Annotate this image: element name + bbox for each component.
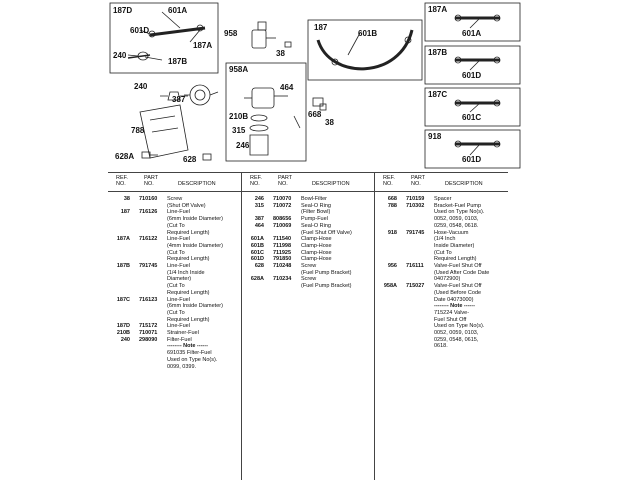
description-line: Screw [167, 196, 183, 202]
description-line: 0259, 0548, 0618. [434, 222, 479, 229]
part-number: 808656 [273, 216, 292, 223]
description-line: Clamp-Hose [301, 242, 332, 249]
description-line: Bracket-Fuel Pump [434, 202, 482, 209]
description-line: 0259, 0548, 0615, [434, 336, 479, 343]
table-column-1 [110, 172, 243, 480]
description-line: 0618. [434, 343, 448, 350]
part-description [434, 196, 510, 203]
description-line: -------- Note ------ [167, 343, 208, 350]
part-number: 710248 [273, 263, 292, 270]
part-description [167, 263, 243, 297]
part-number: 710069 [273, 222, 292, 229]
ref-number: 464 [254, 222, 264, 229]
description-line: Valve-Fuel Shut Off [434, 283, 482, 290]
part-description [167, 350, 243, 370]
table-row [244, 223, 377, 236]
description-line: (4mm Inside Diameter) [167, 242, 223, 249]
part-description [167, 196, 243, 209]
ref-number: 918 [387, 229, 397, 236]
table-row [110, 330, 243, 337]
ref-label: 601A [168, 6, 188, 15]
ref-number: 187A [116, 236, 130, 243]
part-description [301, 223, 377, 236]
table-row [110, 343, 243, 350]
ref-label: 38 [325, 118, 334, 127]
ref-number: 956 [387, 263, 397, 270]
table-row [110, 209, 243, 236]
description-line: Screw [301, 263, 317, 270]
table-header [377, 174, 510, 191]
description-line: (Cut To [167, 222, 185, 229]
description-line: Used on Type No(s). [434, 323, 485, 330]
description-line: Required Length) [167, 229, 210, 236]
description-line: (6mm Inside Diameter) [167, 303, 223, 310]
part-number: 791745 [139, 263, 158, 270]
description-line: Line-Fuel [167, 296, 190, 303]
table-header [110, 174, 243, 191]
bracket-788 [140, 105, 188, 158]
part-description [301, 256, 377, 263]
table-row [244, 216, 377, 223]
description-line: (Cut To [167, 249, 185, 256]
ref-label: 187B [168, 57, 188, 66]
part-description [434, 310, 510, 350]
table-header [244, 174, 377, 191]
part-description [167, 337, 243, 344]
table-row [377, 310, 510, 350]
part-number: 716126 [139, 209, 158, 216]
part-description [167, 209, 243, 236]
table-row [377, 263, 510, 283]
part-number: 711925 [273, 249, 292, 256]
part-description [301, 236, 377, 243]
description-line: Line-Fuel [167, 263, 190, 270]
description-line: Required Length) [167, 289, 210, 296]
description-line: Filter-Fuel [167, 336, 192, 343]
description-line: (Used Before Code [434, 289, 482, 296]
ref-number: 601C [250, 249, 264, 256]
ref-number: 601B [250, 242, 264, 249]
ref-number: 788 [387, 202, 397, 209]
ref-label: 187A [428, 5, 448, 14]
ref-label: 464 [280, 83, 294, 92]
header-part: PART NO. [144, 175, 159, 187]
ref-label: 628A [115, 152, 135, 161]
description-line: (Fuel Pump Bracket) [301, 283, 352, 290]
description-line: Clamp-Hose [301, 256, 332, 263]
ref-number: 601A [250, 236, 264, 243]
header-ref: REF. NO. [250, 175, 262, 187]
ref-label: 240 [113, 51, 127, 60]
description-line: 0052, 0059, 0103, [434, 330, 479, 337]
description-line: Date 04073000) [434, 296, 474, 303]
description-line: Used on Type No(s). [434, 209, 485, 216]
table-row [377, 203, 510, 230]
ref-number: 187 [120, 209, 130, 216]
table-row [244, 243, 377, 250]
ref-label: 918 [428, 132, 442, 141]
header-description: DESCRIPTION [178, 181, 216, 187]
table-row [110, 323, 243, 330]
ref-number: 628 [254, 263, 264, 270]
table-row [110, 297, 243, 324]
table-row [244, 276, 377, 289]
part-number: 298090 [139, 336, 158, 343]
parts-table [108, 172, 508, 480]
ref-label: 315 [232, 126, 246, 135]
ref-label: 601D [130, 26, 150, 35]
description-line: (Used After Code Date [434, 269, 490, 276]
ref-label: 246 [236, 141, 250, 150]
table-rows [244, 196, 377, 290]
table-row [110, 236, 243, 263]
header-ref: REF. NO. [116, 175, 128, 187]
table-column-2 [244, 172, 377, 480]
ref-label: 601A [462, 29, 482, 38]
description-line: 691035 Filter-Fuel [167, 350, 212, 357]
table-row [244, 250, 377, 257]
description-line: (Filter Bowl) [301, 209, 331, 216]
part-number: 791745 [406, 229, 425, 236]
part-number: 710072 [273, 202, 292, 209]
ref-number: 668 [387, 196, 397, 202]
ref-label: 187A [193, 41, 213, 50]
part-number: 711998 [273, 242, 292, 249]
description-line: (1/4 Inch Inside [167, 269, 205, 276]
description-line: Required Length) [434, 256, 477, 263]
part-description [434, 263, 510, 283]
part-description [167, 236, 243, 263]
part-description [434, 283, 510, 303]
part-description [434, 230, 510, 264]
ref-label: 187 [314, 23, 328, 32]
table-rows [110, 196, 243, 370]
part-description [167, 330, 243, 337]
description-line: (1/4 Inch [434, 236, 456, 243]
description-line: Used on Type No(s). [167, 356, 218, 363]
ref-label: 628 [183, 155, 197, 164]
ref-label: 187D [113, 6, 133, 15]
part-number: 791850 [273, 256, 292, 263]
part-number: 711540 [273, 236, 292, 243]
description-line: 0099, 0399. [167, 363, 197, 370]
part-description [434, 303, 510, 310]
description-line: Hose-Vacuum [434, 229, 469, 236]
ref-number: 246 [254, 196, 264, 202]
description-line: Strainer-Fuel [167, 330, 199, 337]
table-row [110, 263, 243, 297]
description-line: Line-Fuel [167, 236, 190, 243]
part-number: 710234 [273, 276, 292, 283]
description-line: Spacer [434, 196, 452, 202]
description-line: Seal-O Ring [301, 202, 331, 209]
ref-label: 38 [276, 49, 285, 58]
part-number: 715027 [406, 283, 425, 290]
table-row [110, 196, 243, 209]
table-row [244, 203, 377, 216]
part-description [167, 343, 243, 350]
table-rows [377, 196, 510, 350]
description-line: (6mm Inside Diameter) [167, 216, 223, 223]
part-description [301, 263, 377, 276]
part-number: 710071 [139, 330, 158, 337]
table-row [377, 230, 510, 264]
part-description [301, 196, 377, 203]
header-part: PART NO. [278, 175, 293, 187]
table-row [377, 283, 510, 303]
ref-label: 958A [229, 65, 249, 74]
table-row [244, 263, 377, 276]
description-line: Screw [301, 276, 317, 283]
ref-label: 387 [172, 95, 186, 104]
description-line: Valve-Fuel Shut Off [434, 263, 482, 270]
valve-958a-body [252, 88, 274, 108]
description-line: (Cut To [167, 283, 185, 290]
bowl-246 [250, 135, 268, 155]
description-line: (Fuel Pump Bracket) [301, 269, 352, 276]
description-line: Seal-O Ring [301, 222, 331, 229]
description-line: Diameter) [167, 276, 192, 283]
ref-number: 601D [250, 256, 264, 263]
valve-958 [252, 30, 266, 48]
ref-label: 601B [358, 29, 378, 38]
part-description [301, 250, 377, 257]
ref-label: 601D [462, 71, 482, 80]
strainer-210b [251, 115, 267, 121]
description-line: Pump-Fuel [301, 216, 328, 223]
part-description [301, 203, 377, 216]
description-line: Clamp-Hose [301, 249, 332, 256]
description-line: Required Length) [167, 256, 210, 263]
part-description [434, 203, 510, 230]
part-number: 716111 [406, 263, 424, 270]
description-line: Fuel Shut Off [434, 316, 467, 323]
ref-number: 187B [116, 263, 130, 270]
ref-label: 668 [308, 110, 322, 119]
header-ref: REF. NO. [383, 175, 395, 187]
description-line: Line-Fuel [167, 323, 190, 330]
table-row [377, 303, 510, 310]
description-line: 715224 Valve- [434, 309, 470, 316]
ref-number: 187C [116, 296, 130, 303]
part-number: 710159 [406, 196, 425, 202]
table-row [110, 337, 243, 344]
table-row [244, 236, 377, 243]
spacer-668 [313, 98, 323, 106]
ref-label: 210B [229, 112, 249, 121]
part-number: 710160 [139, 196, 158, 202]
description-line: Line-Fuel [167, 209, 190, 216]
ref-label: 240 [134, 82, 148, 91]
ref-label: 958 [224, 29, 238, 38]
description-line: (Fuel Shut Off Valve) [301, 229, 352, 236]
fuel-pump-387 [190, 85, 210, 105]
table-row [244, 196, 377, 203]
ref-number: 187D [116, 323, 130, 330]
ref-number: 958A [383, 283, 397, 290]
part-description [167, 297, 243, 324]
part-number: 710070 [273, 196, 292, 202]
part-description [301, 276, 377, 289]
description-line: Inside Diameter) [434, 242, 475, 249]
header-description: DESCRIPTION [445, 181, 483, 187]
ref-label: 601C [462, 113, 482, 122]
ref-label: 788 [131, 126, 145, 135]
ref-number: 315 [254, 202, 264, 209]
part-number: 710302 [406, 202, 425, 209]
description-line: 0052, 0059, 0103, [434, 216, 479, 223]
description-line: (Cut To [167, 309, 185, 316]
part-number: 716122 [139, 236, 158, 243]
table-column-3 [377, 172, 510, 480]
ref-number: 387 [254, 216, 264, 223]
header-description: DESCRIPTION [312, 181, 350, 187]
ref-number: 210B [116, 330, 130, 337]
part-description [167, 323, 243, 330]
header-part: PART NO. [411, 175, 426, 187]
description-line: (Shut Off Valve) [167, 202, 206, 209]
ref-label: 187C [428, 90, 448, 99]
oring-315 [250, 125, 268, 131]
description-line: -------- Note ------ [434, 303, 475, 310]
part-number: 716123 [139, 296, 158, 303]
table-row [110, 350, 243, 370]
ref-number: 628A [250, 276, 264, 283]
part-number: 715172 [139, 323, 158, 330]
ref-label: 187B [428, 48, 448, 57]
table-row [377, 196, 510, 203]
description-line: Required Length) [167, 316, 210, 323]
description-line: 04072900) [434, 276, 461, 283]
part-description [301, 243, 377, 250]
part-description [301, 216, 377, 223]
ref-number: 38 [123, 196, 130, 202]
table-row [244, 256, 377, 263]
ref-label: 601D [462, 155, 482, 164]
ref-number: 240 [120, 336, 130, 343]
exploded-parts-diagram [0, 0, 640, 172]
description-line: (Cut To [434, 249, 452, 256]
description-line: Clamp-Hose [301, 236, 332, 243]
description-line: Bowl-Filter [301, 196, 327, 202]
